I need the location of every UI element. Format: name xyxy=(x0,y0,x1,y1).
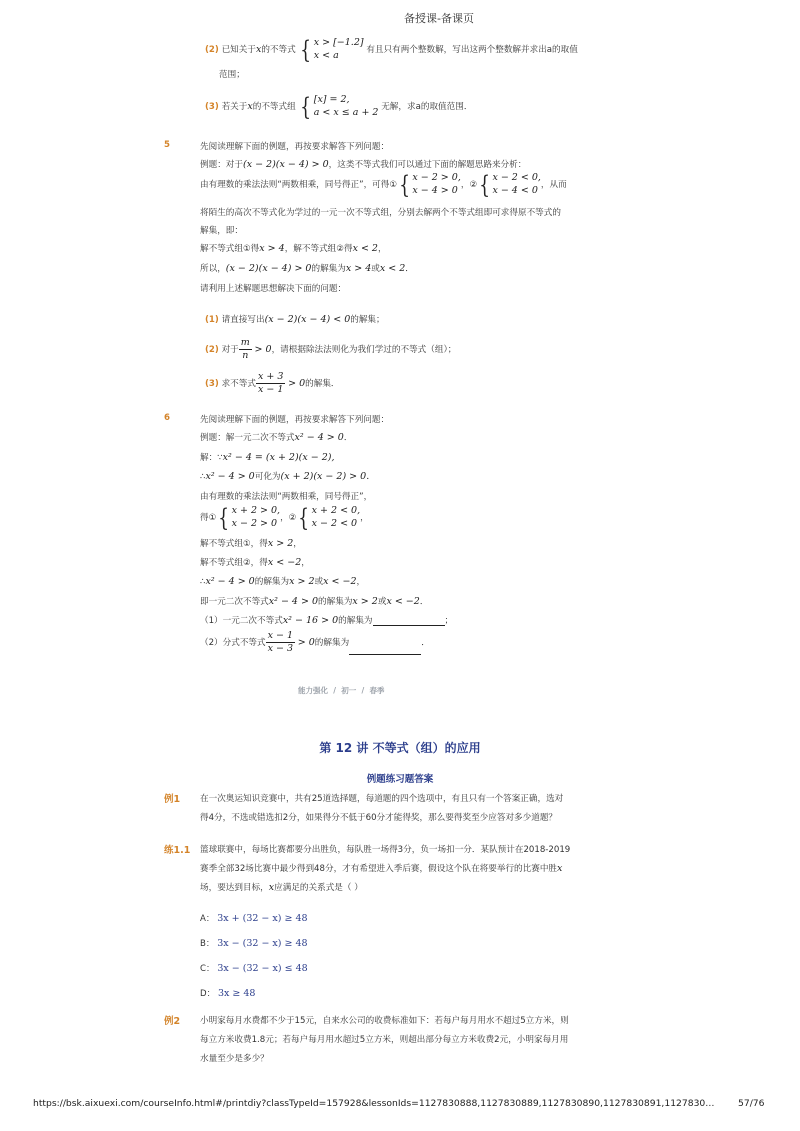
problem-6-line: 由有理数的乘法法则“两数相乘，同号得正”， xyxy=(200,492,373,502)
text: 求不等式 xyxy=(221,379,256,389)
text: （2）分式不等式 xyxy=(200,638,266,648)
system-brace: { xyxy=(218,503,230,532)
problem-5-subquestion-3 xyxy=(205,371,340,396)
question-text: 的不等式 xyxy=(261,45,296,55)
math-expression: x² − 4 > 0 xyxy=(205,471,255,482)
inequality-system xyxy=(314,94,379,119)
problem-6-line xyxy=(200,431,352,443)
fraction xyxy=(266,630,295,655)
text: ，② xyxy=(460,180,478,190)
text: ∴ xyxy=(200,472,206,482)
breadcrumb-separator: / xyxy=(361,686,365,695)
system-line-1: x + 2 > 0, xyxy=(231,505,281,516)
text: ， xyxy=(356,577,366,587)
fraction-denominator: x − 1 xyxy=(257,384,284,395)
text: 的解集为 xyxy=(318,597,353,607)
math-expression: x < −2 xyxy=(323,576,357,587)
system-brace: { xyxy=(300,92,312,121)
text: 解不等式组②，得 xyxy=(200,558,268,568)
text: ，解不等式组②得 xyxy=(284,244,353,254)
math-expression: (x − 2)(x − 4) > 0 xyxy=(225,263,312,274)
system-line-2: x − 4 < 0 xyxy=(492,184,538,196)
page-counter: 57/76 xyxy=(738,1098,765,1109)
text: 即一元二次不等式 xyxy=(200,597,269,607)
problem-6-line xyxy=(200,470,369,482)
text: ， xyxy=(293,539,302,549)
option-expression: 3x − (32 − x) ≤ 48 xyxy=(217,963,308,974)
example-2-text: 水量至少是多少？ xyxy=(200,1054,269,1064)
option-letter: B： xyxy=(200,939,215,949)
system-brace: { xyxy=(300,35,312,64)
system-line-1: x − 2 < 0, xyxy=(492,172,541,183)
text: ． xyxy=(405,264,414,274)
problem-6-intro: 先阅读理解下面的例题，再按要求解答下列问题： xyxy=(200,415,390,425)
math-expression: x² − 4 = (x + 2)(x − 2), xyxy=(222,452,335,463)
text: 或 xyxy=(314,577,324,587)
problem-6-question-2 xyxy=(200,630,430,655)
math-expression: x² − 4 > 0 xyxy=(205,576,255,587)
problem-5-intro: 先阅读理解下面的例题，再按要求解答下列问题： xyxy=(200,142,390,152)
breadcrumb-item: 能力强化 xyxy=(298,686,328,695)
question-text: 无解，求a的取值范围． xyxy=(381,102,473,112)
math-expression: x² − 16 > 0 xyxy=(282,615,339,626)
example-label: 例1 xyxy=(164,794,181,805)
text: 对于 xyxy=(221,345,239,355)
problem-5-text-line: 解集，即： xyxy=(200,226,243,236)
text: ∴ xyxy=(200,577,206,587)
system-line-1: [x] = 2, xyxy=(313,94,350,105)
inequality-system xyxy=(492,172,540,197)
math-expression: x < −2 xyxy=(386,596,420,607)
text: 的解集． xyxy=(305,379,340,389)
fraction-numerator: x − 1 xyxy=(267,630,294,641)
option-letter: D： xyxy=(200,989,216,999)
system-brace: { xyxy=(399,170,411,199)
practice-1-1-text: 篮球联赛中，每场比赛都要分出胜负，每队胜一场得3分，负一场扣一分．某队预计在2018-2019 xyxy=(200,845,571,855)
system-line-1: x − 2 > 0, xyxy=(412,172,461,183)
math-expression: x < −2 xyxy=(267,557,302,568)
math-expression: > 0 xyxy=(254,344,272,355)
question-text: 的不等式组 xyxy=(252,102,296,112)
question-2-item xyxy=(205,37,578,62)
text: 得① xyxy=(200,513,217,523)
text: ， xyxy=(360,513,369,523)
fraction-numerator: x + 3 xyxy=(257,371,284,382)
problem-number: 6 xyxy=(164,413,170,423)
fraction-numerator: m xyxy=(240,337,250,348)
problem-5-text-line: 请利用上述解题思想解决下面的问题： xyxy=(200,284,347,294)
text: 的解集为 xyxy=(338,616,373,626)
problem-5-solution-line xyxy=(200,242,387,254)
practice-1-1-text xyxy=(200,862,562,874)
math-expression: x > 2 xyxy=(267,538,294,549)
text: 请直接写出 xyxy=(221,315,265,325)
breadcrumb-item: 初一 xyxy=(341,686,357,695)
question-number: (1) xyxy=(205,315,219,325)
problem-6-line xyxy=(200,595,428,607)
text: ； xyxy=(444,616,454,626)
section-subtitle: 例题练习题答案 xyxy=(366,774,434,785)
text: 应满足的关系式是（ ） xyxy=(274,883,363,893)
example-1-text: 得4分，不选或错选扣2分，如果得分不低于60分才能得奖，那么要得奖至少应答对多少道题？ xyxy=(200,813,558,823)
system-line-2: x − 2 < 0 xyxy=(311,517,358,529)
text: 由有理数的乘法法则“两数相乘，同号得正”，可得① xyxy=(200,180,398,190)
option-a[interactable] xyxy=(200,912,308,924)
system-line-1: x > [−1.2] xyxy=(313,37,364,48)
math-expression: > 0 xyxy=(288,378,306,389)
text: 解不等式组①得 xyxy=(200,244,260,254)
text: 可化为 xyxy=(254,472,281,482)
question-3-item xyxy=(205,94,472,119)
text: 或 xyxy=(371,264,380,274)
answer-blank xyxy=(349,644,421,655)
question-number: (3) xyxy=(205,102,219,112)
system-line-2: x < a xyxy=(313,49,339,61)
practice-label: 练1.1 xyxy=(164,845,191,856)
math-expression: x² − 4 > 0 xyxy=(294,432,344,443)
text: 的解集为 xyxy=(311,264,346,274)
text: 解：∵ xyxy=(200,453,223,463)
section-title: 第 12 讲 不等式（组）的应用 xyxy=(319,741,481,755)
problem-5-example-line xyxy=(200,158,526,170)
text: ， xyxy=(377,244,387,254)
text: 例题：对于 xyxy=(200,160,243,170)
math-variable: x xyxy=(247,101,253,112)
text: 解不等式组①，得 xyxy=(200,539,268,549)
practice-1-1-text xyxy=(200,881,363,893)
page-header-title: 备授课-备课页 xyxy=(404,12,474,25)
problem-6-line xyxy=(200,537,302,549)
text: 的解集为 xyxy=(314,638,350,648)
math-expression: (x + 2)(x − 2) > 0. xyxy=(280,471,370,482)
text: ． xyxy=(419,597,429,607)
question-number: (2) xyxy=(205,45,219,55)
text: 赛季全部32场比赛中最少得到48分，才有希望进入季后赛，假设这个队在将要举行的比赛中胜 xyxy=(200,864,558,874)
system-brace: { xyxy=(298,503,310,532)
question-number: (3) xyxy=(205,379,219,389)
breadcrumb-item: 春季 xyxy=(369,686,385,695)
text: ， xyxy=(301,558,310,568)
problem-6-line xyxy=(200,556,310,568)
example-2-text: 小明家每月水费都不少于15元，自来水公司的收费标准如下：若每户每月用水不超过5立方米，则 xyxy=(200,1016,569,1026)
option-d[interactable] xyxy=(200,987,255,999)
system-line-2: x − 2 > 0 xyxy=(231,517,278,529)
question-text-continued: 范围； xyxy=(219,70,245,80)
example-label: 例2 xyxy=(164,1016,181,1027)
example-1-text: 在一次奥运知识竞赛中，共有25道选择题，每道题的四个选项中，有且只有一个答案正确，选对 xyxy=(200,794,564,804)
problem-number: 5 xyxy=(164,140,170,150)
fraction-denominator: n xyxy=(242,350,249,361)
option-expression: 3x + (32 − x) ≥ 48 xyxy=(217,913,308,924)
option-letter: C： xyxy=(200,964,215,974)
inequality-system xyxy=(412,172,460,197)
system-line-1: x + 2 < 0, xyxy=(311,505,361,516)
text: 所以， xyxy=(200,264,226,274)
math-expression: x > 2 xyxy=(352,596,378,607)
text: 例题：解一元二次不等式 xyxy=(200,433,295,443)
math-variable: x xyxy=(268,882,275,893)
math-expression: x < 2 xyxy=(379,263,406,274)
problem-5-subquestion-1 xyxy=(205,313,385,325)
question-text: 有且只有两个整数解，写出这两个整数解并求出a的取值 xyxy=(366,45,578,55)
option-expression: 3x − (32 − x) ≥ 48 xyxy=(217,938,308,949)
option-b[interactable] xyxy=(200,937,308,949)
system-brace: { xyxy=(479,170,491,199)
problem-5-systems-line xyxy=(200,172,567,197)
text: 或 xyxy=(377,597,387,607)
text: ． xyxy=(421,638,430,648)
text: 的解集； xyxy=(350,315,385,325)
text: ，从而 xyxy=(540,180,567,190)
math-variable: x xyxy=(557,863,563,874)
question-text: 若关于 xyxy=(221,102,248,112)
math-expression: x > 2 xyxy=(289,576,315,587)
question-text: 已知关于 xyxy=(221,45,256,55)
inequality-system xyxy=(232,505,280,530)
fraction xyxy=(256,371,285,396)
fraction xyxy=(239,337,252,362)
problem-6-line xyxy=(200,575,365,587)
problem-6-question-1 xyxy=(200,614,453,626)
problem-6-systems-line xyxy=(200,505,369,530)
math-expression: (x − 2)(x − 4) < 0 xyxy=(264,314,351,325)
inequality-system xyxy=(312,505,360,530)
math-expression: > 0 xyxy=(297,637,315,648)
example-2-text: 每立方米收费1.8元；若每户每月用水超过5立方米，则超出部分每立方米收费2元，小明家每月用 xyxy=(200,1035,569,1045)
breadcrumb xyxy=(298,685,384,696)
breadcrumb-separator: / xyxy=(333,686,336,695)
system-line-2: x − 4 > 0 xyxy=(412,184,458,196)
text: ，请根据除法法则化为我们学过的不等式（组）； xyxy=(271,345,457,355)
math-expression: x > 4 xyxy=(345,263,372,274)
math-expression: x > 4 xyxy=(259,243,285,254)
math-variable: x xyxy=(255,44,262,55)
text: （1）一元二次不等式 xyxy=(200,616,283,626)
answer-blank xyxy=(373,615,445,626)
text: ，② xyxy=(280,513,297,523)
question-number: (2) xyxy=(205,345,219,355)
problem-5-conclusion-line xyxy=(200,262,414,274)
problem-5-text-line: 将陌生的高次不等式化为学过的一元一次不等式组，分别去解两个不等式组即可求得原不等式的 xyxy=(200,208,561,218)
text: 场，要达到目标， xyxy=(200,883,269,893)
text: ． xyxy=(343,433,353,443)
system-line-2: a < x ≤ a + 2 xyxy=(313,106,379,118)
option-c[interactable] xyxy=(200,962,308,974)
fraction-denominator: x − 3 xyxy=(267,643,294,654)
problem-6-line xyxy=(200,451,335,463)
problem-5-subquestion-2 xyxy=(205,337,456,362)
math-expression: x < 2 xyxy=(352,243,378,254)
text: 的解集为 xyxy=(254,577,290,587)
option-expression: 3x ≥ 48 xyxy=(217,988,256,999)
text: ，这类不等式我们可以通过下面的解题思路来分析： xyxy=(328,160,527,170)
math-expression: x² − 4 > 0 xyxy=(268,596,319,607)
print-url: https://bsk.aixuexi.com/courseInfo.html#/printdiy?classTypeId=157928&lessonIds=1127830888,1127830889,1127830890,1127830891,1127830… xyxy=(33,1098,715,1109)
option-letter: A： xyxy=(200,914,215,924)
inequality-system xyxy=(314,37,364,62)
math-expression: (x − 2)(x − 4) > 0 xyxy=(242,159,329,170)
